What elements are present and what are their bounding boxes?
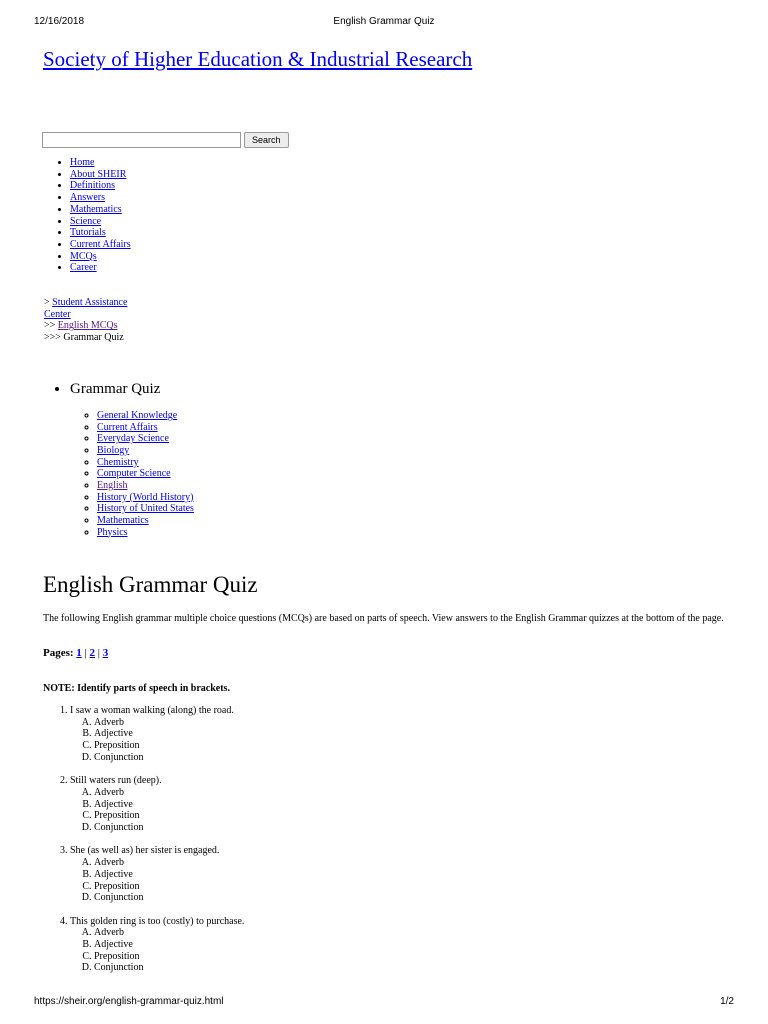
nav-item-mathematics xyxy=(70,204,131,216)
section-submenu xyxy=(70,410,194,538)
submenu-link-world-history[interactable]: History (World History) xyxy=(97,491,194,503)
section-menu-item xyxy=(70,380,194,538)
search-input[interactable] xyxy=(42,132,241,148)
breadcrumb-link-student-assistance[interactable]: Student Assistance xyxy=(52,297,128,308)
page-heading: English Grammar Quiz xyxy=(43,572,258,597)
option-list xyxy=(70,857,244,904)
submenu-item xyxy=(97,515,194,527)
submenu-link-us-history[interactable]: History of United States xyxy=(97,503,194,515)
breadcrumb-prefix: >>> xyxy=(44,331,64,343)
print-page-number: 1/2 xyxy=(720,996,734,1007)
search-form xyxy=(42,132,289,148)
pagination-separator: | xyxy=(97,647,100,659)
nav-item-home xyxy=(70,157,131,169)
question-text: This golden ring is too (costly) to purchase. xyxy=(70,915,245,927)
question-item xyxy=(70,775,244,834)
option-item: B. Adjective xyxy=(94,869,244,881)
option-item: C. Preposition xyxy=(94,951,244,963)
question-text: I saw a woman walking (along) the road. xyxy=(70,705,234,716)
section-menu xyxy=(44,380,194,538)
submenu-link-chemistry[interactable]: Chemistry xyxy=(97,456,139,468)
nav-link-mcqs[interactable]: MCQs xyxy=(70,250,97,262)
submenu-link-computer-science[interactable]: Computer Science xyxy=(97,468,171,480)
pagination xyxy=(43,647,108,659)
nav-link-mathematics[interactable]: Mathematics xyxy=(70,203,122,215)
submenu-item xyxy=(97,445,194,457)
print-footer xyxy=(34,996,734,1010)
breadcrumb-current: Grammar Quiz xyxy=(63,331,124,343)
question-item xyxy=(70,705,244,764)
nav-item-answers xyxy=(70,192,131,204)
submenu-link-physics[interactable]: Physics xyxy=(97,526,128,538)
submenu-link-everyday-science[interactable]: Everyday Science xyxy=(97,433,169,445)
option-list xyxy=(70,717,244,764)
breadcrumb-prefix: >> xyxy=(44,320,58,332)
submenu-item xyxy=(97,422,194,434)
submenu-item xyxy=(97,527,194,539)
option-item: C. Preposition xyxy=(94,810,244,822)
option-item: A. Adverb xyxy=(94,717,244,729)
question-item xyxy=(70,916,244,975)
option-item: A. Adverb xyxy=(94,857,244,869)
pagination-label: Pages: xyxy=(43,647,74,659)
nav-item-definitions xyxy=(70,180,131,192)
breadcrumb-level-2 xyxy=(44,320,127,332)
nav-link-answers[interactable]: Answers xyxy=(70,192,105,204)
option-item: C. Preposition xyxy=(94,740,244,752)
search-button[interactable]: Search xyxy=(244,132,289,148)
site-title xyxy=(43,47,472,72)
nav-item-science xyxy=(70,216,131,228)
nav-link-definitions[interactable]: Definitions xyxy=(70,180,115,192)
question-list xyxy=(43,705,244,986)
breadcrumb-link-english-mcqs[interactable]: English MCQs xyxy=(57,320,118,332)
page-link-1[interactable]: 1 xyxy=(76,647,82,659)
nav-item-career xyxy=(70,262,131,274)
breadcrumb-level-3 xyxy=(44,332,127,344)
option-item: D. Conjunction xyxy=(94,752,244,764)
submenu-item xyxy=(97,480,194,492)
option-list xyxy=(70,787,244,834)
nav-link-home[interactable]: Home xyxy=(70,157,95,168)
nav-link-current-affairs[interactable]: Current Affairs xyxy=(70,238,131,250)
submenu-link-current-affairs[interactable]: Current Affairs xyxy=(97,421,158,433)
submenu-item xyxy=(97,468,194,480)
option-item: C. Preposition xyxy=(94,881,244,893)
page-link-3[interactable]: 3 xyxy=(102,647,109,659)
nav-link-science[interactable]: Science xyxy=(70,215,102,227)
breadcrumb-level-1 xyxy=(44,297,127,309)
submenu-item xyxy=(97,410,194,422)
section-title: Grammar Quiz xyxy=(70,381,161,397)
option-item: B. Adjective xyxy=(94,939,244,951)
submenu-item xyxy=(97,503,194,515)
site-title-link[interactable]: Society of Higher Education & Industrial Research xyxy=(43,47,473,71)
page-link-2[interactable]: 2 xyxy=(89,647,95,659)
print-header xyxy=(34,16,734,30)
option-item: B. Adjective xyxy=(94,799,244,811)
breadcrumb-link-center[interactable]: Center xyxy=(44,308,71,320)
nav-item-current-affairs xyxy=(70,239,131,251)
submenu-link-mathematics[interactable]: Mathematics xyxy=(97,514,149,526)
pagination-separator: | xyxy=(84,647,87,659)
print-document-title: English Grammar Quiz xyxy=(333,16,435,27)
submenu-link-general-knowledge[interactable]: General Knowledge xyxy=(97,410,178,421)
question-text: She (as well as) her sister is engaged. xyxy=(70,845,220,857)
option-item: B. Adjective xyxy=(94,728,244,740)
question-item xyxy=(70,845,244,904)
option-item: D. Conjunction xyxy=(94,962,244,974)
print-url: https://sheir.org/english-grammar-quiz.html xyxy=(34,996,224,1007)
submenu-link-biology[interactable]: Biology xyxy=(97,444,130,456)
breadcrumb-level-1-cont xyxy=(44,309,127,321)
breadcrumb-prefix: > xyxy=(44,297,53,308)
question-text: Still waters run (deep). xyxy=(70,775,162,787)
instruction-note: NOTE: Identify parts of speech in brackets. xyxy=(43,683,230,694)
option-item: A. Adverb xyxy=(94,927,244,939)
submenu-item xyxy=(97,492,194,504)
main-nav xyxy=(42,157,131,274)
breadcrumb xyxy=(44,297,127,343)
nav-link-about-sheir[interactable]: About SHEIR xyxy=(70,168,127,180)
option-item: A. Adverb xyxy=(94,787,244,799)
option-item: D. Conjunction xyxy=(94,822,244,834)
submenu-link-english[interactable]: English xyxy=(97,479,128,491)
nav-item-mcqs xyxy=(70,251,131,263)
nav-item-tutorials xyxy=(70,227,131,239)
nav-link-tutorials[interactable]: Tutorials xyxy=(70,227,106,239)
nav-item-about-sheir xyxy=(70,169,131,181)
print-date: 12/16/2018 xyxy=(34,16,85,27)
option-list xyxy=(70,927,244,974)
submenu-item xyxy=(97,457,194,469)
submenu-item xyxy=(97,433,194,445)
option-item: D. Conjunction xyxy=(94,892,244,904)
nav-link-career[interactable]: Career xyxy=(70,262,97,274)
intro-paragraph: The following English grammar multiple choice questions (MCQs) are based on parts of speech. View answers to the English Grammar quizzes at the bottom of the page. xyxy=(43,613,724,624)
